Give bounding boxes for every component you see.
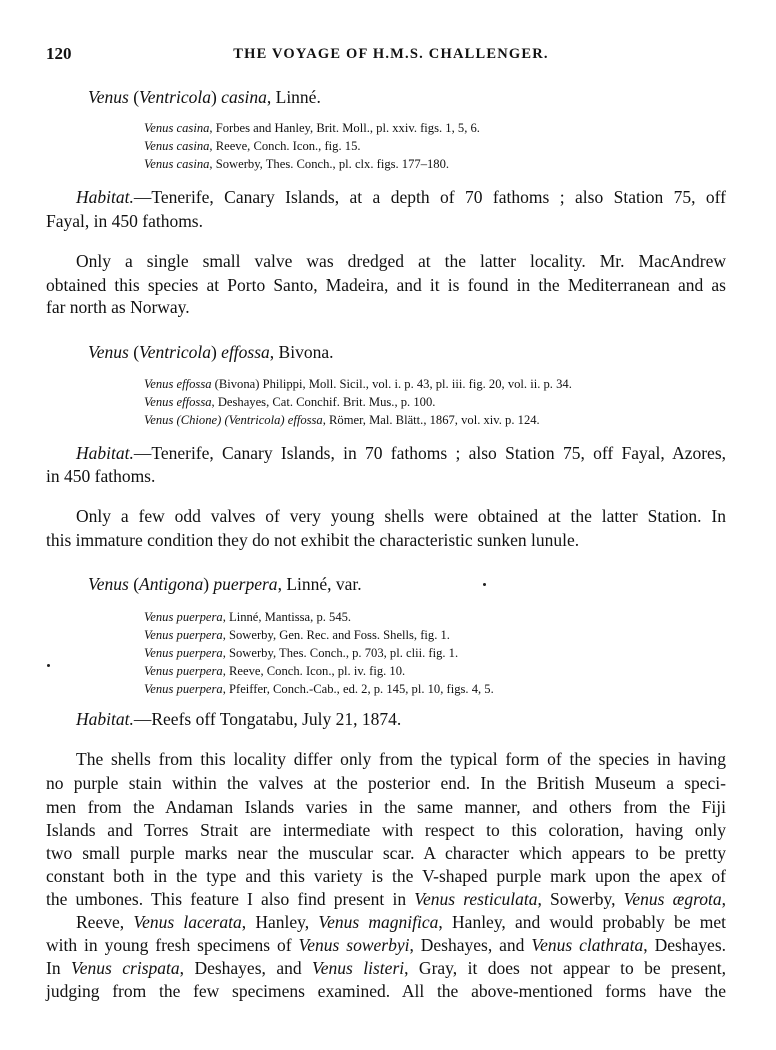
paragraph-line: far north as Norway. [46,297,190,317]
habitat-line: Habitat.—Tenerife, Canary Islands, at a depth of 70 fathoms ; also Station 75, off [76,187,726,207]
reference-line: Venus casina, Forbes and Hanley, Brit. Moll., pl. xxiv. figs. 1, 5, 6. [144,121,480,135]
habitat-label: Habitat. [76,709,134,729]
paragraph-line: Reeve, Venus lacerata, Hanley, Venus magnifica, Hanley, and would probably be met [76,912,726,932]
paragraph-line: the umbones. This feature I also find present in Venus resticulata, Sowerby, Venus ægrota, [46,889,726,909]
reference-line: Venus casina, Sowerby, Thes. Conch., pl. clx. figs. 177–180. [144,157,450,171]
paragraph-line: no purple stain within the valves at the posterior end. In the British Museum a speci- [46,773,726,793]
paragraph-line: constant both in the type and this variety is the V-shaped purple mark upon the apex of [46,866,726,886]
running-title: THE VOYAGE OF H.M.S. CHALLENGER. [233,46,549,62]
paragraph-line: this immature condition they do not exhibit the characteristic sunken lunule. [46,530,580,550]
reference-line: Venus effossa, Deshayes, Cat. Conchif. Brit. Mus., p. 100. [144,395,436,409]
paragraph-line: Only a few odd valves of very young shells were obtained at the latter Station. In [76,506,726,526]
habitat-label: Habitat. [76,443,134,463]
paragraph-line: men from the Andaman Islands varies in the same manner, and others from the Fiji [46,797,726,817]
habitat-line: Habitat.—Tenerife, Canary Islands, in 70 fathoms ; also Station 75, off Fayal, Azores, [76,443,726,463]
reference-line: Venus puerpera, Pfeiffer, Conch.-Cab., ed. 2, p. 145, pl. 10, figs. 4, 5. [144,682,494,696]
reference-line: Venus puerpera, Reeve, Conch. Icon., pl. iv. fig. 10. [144,664,406,678]
paragraph-line: judging from the few specimens examined. All the above-mentioned forms have the [46,981,726,1001]
habitat-line: Fayal, in 450 fathoms. [46,211,203,231]
habitat-line: Habitat.—Reefs off Tongatabu, July 21, 1874. [76,709,402,729]
reference-line: Venus effossa (Bivona) Philippi, Moll. Sicil., vol. i. p. 43, pl. iii. fig. 20, vol. ii. p. 34. [144,377,572,391]
reference-line: Venus puerpera, Sowerby, Gen. Rec. and Foss. Shells, fig. 1. [144,628,450,642]
species-heading-puerpera: Venus (Antigona) puerpera, Linné, var. [88,574,362,594]
speck-mark [47,664,50,667]
habitat-line: in 450 fathoms. [46,466,156,486]
paragraph-line: Only a single small valve was dredged at the latter locality. Mr. MacAndrew [76,251,726,271]
reference-line: Venus puerpera, Linné, Mantissa, p. 545. [144,610,352,624]
reference-line: Venus (Chione) (Ventricola) effossa, Römer, Mal. Blätt., 1867, vol. xiv. p. 124. [144,413,540,427]
speck-mark [483,583,486,586]
page-header [46,44,736,66]
paragraph-line: two small purple marks near the muscular scar. A character which appears to be pretty [46,843,726,863]
page-number: 120 [46,44,72,63]
paragraph-line: with in young fresh specimens of Venus sowerbyi, Deshayes, and Venus clathrata, Deshayes. [46,935,727,955]
species-heading-casina: Venus (Ventricola) casina, Linné. [88,87,321,107]
reference-line: Venus casina, Reeve, Conch. Icon., fig. 15. [144,139,361,153]
paragraph-line: Islands and Torres Strait are intermediate with respect to this coloration, having only [46,820,726,840]
paragraph-line: In Venus crispata, Deshayes, and Venus listeri, Gray, it does not appear to be present, [46,958,727,978]
habitat-label: Habitat. [76,187,134,207]
paragraph-line: obtained this species at Porto Santo, Madeira, and it is found in the Mediterranean and as [46,275,726,295]
species-heading-effossa: Venus (Ventricola) effossa, Bivona. [88,342,334,362]
reference-line: Venus puerpera, Sowerby, Thes. Conch., p. 703, pl. clii. fig. 1. [144,646,459,660]
paragraph-line: The shells from this locality differ only from the typical form of the species in having [76,749,726,769]
